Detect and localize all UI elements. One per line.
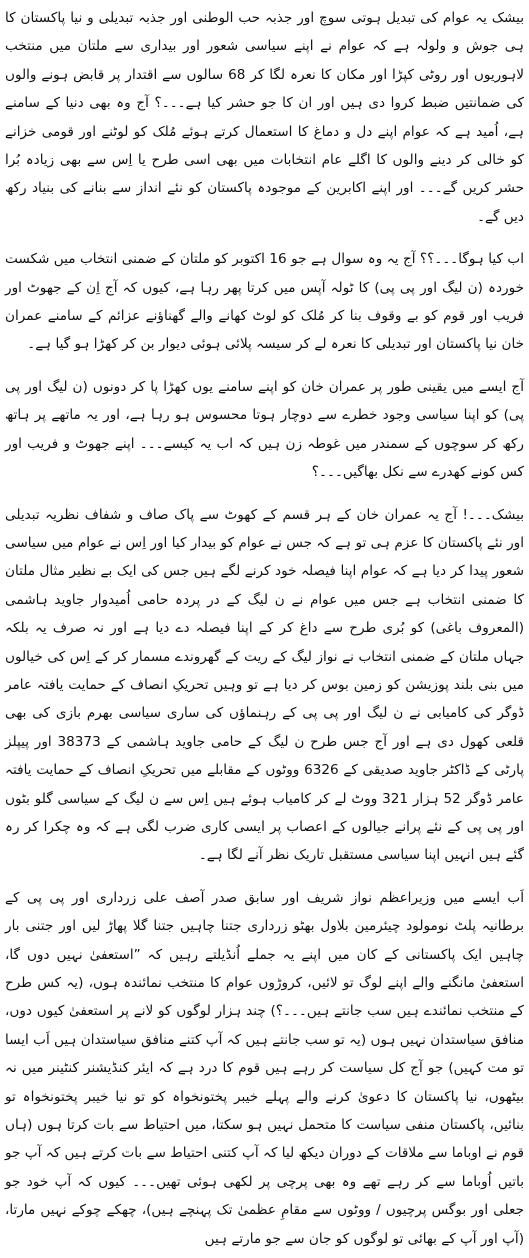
article-paragraph-5: اَب ایسے میں وزیراعظم نواز شریف اور سابق صدر آصف علی زرداری اور پی پی کے برطانیہ پلٹ نومولود چیئرمین بلاول بھٹو زرداری جتنا چاہیں جتنا گلا پھاڑ لیں اور جتنی بار چاہیں ایک پاکستانی کے کان میں اپنے یہ جملے اُنڈیلتے رہیں کہ ”استعفیٰ نہیں دوں گا، استعفیٰ مانگنے والے اپنے لوگ تو لائیں، کروڑوں عوام کا منتخب نمائندہ ہوں، (یہ کس طرح کے منتخب نمائندے ہیں سب جانتے ہیں۔۔۔؟) چند ہزار لوگوں کو لانے پر استعفیٰ کیوں دوں، منافق سیاستدان نہیں ہوں (یہ تو سب جانتے ہیں کہ آپ کتنے منافق سیاستدان ہیں اَب ایسا تو مت کہیں) جو آج کل سیاست کر رہے ہیں قوم کا درد ہے کہ ایئر کنڈیشنر کنٹینر میں نہ بیٹھوں، نیا پاکستان کا دعویٰ کرنے والے پہلے خیبر پختونخواہ کو تو نیا خیبر پختونخواہ تو بنائیں، پاکستان منفی سیاست کا متحمل نہیں ہو سکتا، میں احتیاط سے بات کرتا ہوں (ہاں قوم نے اوباما سے ملاقات کے دوران دیکھ لیا کہ آپ کتنی احتیاط سے بات کرتے ہیں کہ آپ جو باتیں اُوباما سے کر رہے تھے وہ بھی پرچی پر لکھی ہوئی تھیں۔۔۔ کیوں کہ آپ خود جو جعلی اور بوگس پرچیوں / ووٹوں سے مقامِ عظمیٰ تک پہنچے ہیں)، چھکے چوکے نہیں مارتا، (آپ اور آپ کے بھائی تو لوگوں کو جان سے جو مارتے ہیں [5,889,524,1247]
article-paragraph-3: آج ایسے میں یقینی طور پر عمران خان کو اپنے سامنے یوں کھڑا پا کر دونوں (ن لیگ اور پی پی) کو اپنا سیاسی وجود خطرے سے دوچار ہوتا محسوس ہو رہا ہے، اور یہ ماتھے پر ہاتھ رکھ کر سوچوں کے سمندر میں غوطہ زن ہیں کہ اب یہ کیسے۔۔۔ اپنے جھوٹ و فریب اور کس کونے کھدرے سے نکل بھاگیں۔۔۔؟ [5,378,524,481]
article-paragraph-2: اب کیا ہوگا۔۔۔؟؟ آج یہ وہ سوال ہے جو 16 اکتوبر کو ملتان کے ضمنی انتخاب میں شکست خوردہ (ن لیگ اور پی پی) کا ٹولہ آپس میں کرتا پھر رہا ہے، کیوں کہ آج اِن کے جھوٹ اور فریب اور قوم کو بے وقوف بنا کر مُلک کو لوٹ کھانے والے گھناؤنے عزائم کے سامنے عمران خان نیا پاکستان اور تبدیلی کا نعرہ لے کر سیسہ پلائی ہوئی دیوار بن کر کھڑا ہو گیا ہے۔ [5,251,525,353]
article-paragraph-4: بیشک۔۔۔! آج یہ عمران خان کے ہر قسم کے کھوٹ سے پاک صاف و شفاف نظریہ تبدیلی اور نئے پاکستان کا عزم ہی تو ہے کہ جس نے عوام کو بیدار کیا اور اِس نے عوام میں سیاسی شعور پیدا کر دیا ہے کہ عوام اپنا فیصلہ خود کرنے لگے ہیں جس کی ایک بے نظیر مثال ملتان کا ضمنی انتخاب ہے جس میں عوام نے ن لیگ کے در پردہ حامی اُمیدوار جاوید ہاشمی (المعروف باغی) کو بُری طرح سے داغ کر کے اپنا فیصلہ دے دیا ہے اور نہ صرف یہ بلکہ جہاں ملتان کے ضمنی انتخاب نے نواز لیگ کے ریت کے گھروندے مسمار کر کے اِس کی خیالوں میں بنی بلند پوزیشن کو زمین بوس کر دیا ہے تو وہیں تحریکِ انصاف کے حمایت یافتہ عامر ڈوگر کی کامیابی نے ن لیگ اور پی پی کے رہنماؤں کی ساری سیاسی بھرم بازی کی بھی قلعی کھول دی ہے اور آج جس طرح ن لیگ کے حامی جاوید ہاشمی کے 38373 اور پیپلز پارٹی کے ڈاکٹر جاوید صدیقی کے 6326 ووٹوں کے مقابلے میں تحریکِ انصاف کے حمایت یافتہ عامر ڈوگر 52 ہزار 321 ووٹ لے کر کامیاب ہوئے ہیں اِس سے ن لیگ کے سیاسی گلو بٹوں اور پی پی کے نئے پرانے جیالوں کے اعصاب پر ایسی کاری ضرب لگی ہے کہ وہ چکرا کر رہ گئے ہیں انہیں اپنا سیاسی مستقبل تاریک نظر آنے لگا ہے۔ [5,506,524,864]
article-paragraph-1: بیشک یہ عوام کی تبدیل ہوتی سوچ اور جذبہ حب الوطنی اور جذبہ تبدیلی و نیا پاکستان کا ہی جوش و ولولہ ہے کہ عوام نے اپنے سیاسی شعور اور بیداری سے ملتان میں منتخب لاہوریوں اور روٹی کپڑا اور مکان کا نعرہ لگا کر 68 سالوں سے اقتدار پر قابض ہونے والوں کی ضمانتیں ضبط کروا دی ہیں اور ان کا جو حشر کیا ہے۔۔۔؟ آج وہ بھی دنیا کے سامنے ہے، اُمید ہے کہ عوام اپنے دل و دماغ کا استعمال کرتے ہوئے مُلک کو لوٹنے اور قومی خزانے کو خالی کر دینے والوں کا اگلے عام انتخابات میں بھی اسی طرح یا اِس سے بھی زیادہ بُرا حشر کریں گے۔۔۔ اور اپنے اکابرین کے موجودہ پاکستان کو نئے انداز سے بنانے کی بنیاد رکھ دیں گے۔ [5,10,524,225]
